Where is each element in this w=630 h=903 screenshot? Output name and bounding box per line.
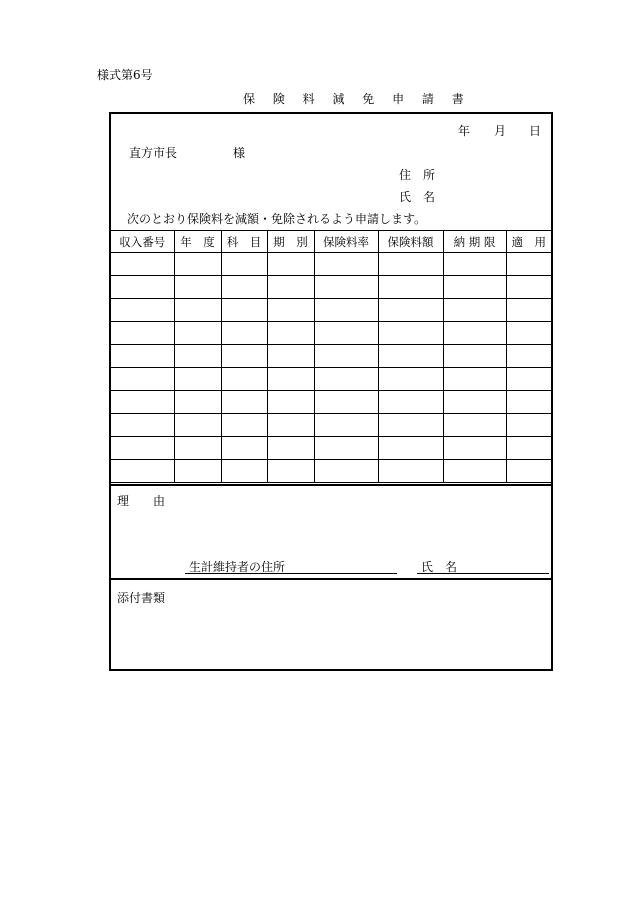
addressee-mayor: 直方市長 (129, 146, 178, 160)
table-cell (174, 391, 221, 414)
table-cell (174, 276, 221, 299)
table-cell (267, 414, 314, 437)
table-cell (221, 391, 267, 414)
section-divider (111, 484, 551, 486)
table-cell (314, 345, 378, 368)
table-cell (221, 437, 267, 460)
household-address-line (185, 573, 397, 574)
column-header: 適 用 (506, 231, 551, 253)
table-cell (506, 253, 551, 276)
table-cell (221, 345, 267, 368)
date-month-label: 月 (494, 124, 507, 138)
table-cell (111, 391, 174, 414)
table-cell (111, 460, 174, 483)
attachments-label: 添付書類 (117, 591, 166, 605)
table-cell (443, 368, 506, 391)
table-row (111, 299, 551, 322)
table-cell (111, 414, 174, 437)
table-cell (314, 414, 378, 437)
table-cell (378, 437, 443, 460)
column-header: 収入番号 (111, 231, 174, 253)
table-cell (221, 253, 267, 276)
table-cell (314, 437, 378, 460)
table-cell (506, 368, 551, 391)
table-cell (378, 414, 443, 437)
table-cell (314, 322, 378, 345)
table-cell (443, 322, 506, 345)
applicant-address-label: 住 所 (399, 168, 436, 182)
table-cell (221, 276, 267, 299)
date-year-label: 年 (458, 124, 471, 138)
table-cell (314, 299, 378, 322)
table-cell (267, 437, 314, 460)
table-cell (267, 322, 314, 345)
table-cell (267, 391, 314, 414)
table-cell (221, 460, 267, 483)
table-cell (443, 345, 506, 368)
table-cell (221, 414, 267, 437)
table-cell (378, 345, 443, 368)
table-cell (443, 299, 506, 322)
application-statement: 次のとおり保険料を減額・免除されるよう申請します。 (127, 212, 427, 226)
table-cell (314, 253, 378, 276)
table-cell (314, 460, 378, 483)
table-cell (267, 368, 314, 391)
reason-label: 理 由 (117, 494, 166, 508)
table-cell (378, 253, 443, 276)
table-cell (443, 460, 506, 483)
table-cell (506, 414, 551, 437)
table-cell (314, 368, 378, 391)
table-cell (221, 368, 267, 391)
table-cell (174, 299, 221, 322)
page-title: 保 険 料 減 免 申 請 書 (243, 92, 471, 106)
table-cell (378, 391, 443, 414)
table-cell (506, 391, 551, 414)
applicant-name-label: 氏 名 (399, 190, 436, 204)
table-cell (174, 368, 221, 391)
table-cell (221, 299, 267, 322)
section-divider (111, 578, 551, 580)
household-name-line (417, 573, 549, 574)
table-cell (506, 437, 551, 460)
table-cell (111, 322, 174, 345)
table-cell (443, 414, 506, 437)
column-header: 期 別 (267, 231, 314, 253)
table-cell (267, 345, 314, 368)
table-cell (378, 276, 443, 299)
table-cell (221, 322, 267, 345)
table-cell (267, 253, 314, 276)
column-header: 納 期 限 (443, 231, 506, 253)
table-cell (111, 299, 174, 322)
table-cell (378, 460, 443, 483)
column-header: 保険料額 (378, 231, 443, 253)
table-cell (443, 437, 506, 460)
table-cell (378, 299, 443, 322)
table-cell (506, 345, 551, 368)
column-header: 科 目 (221, 231, 267, 253)
application-form (109, 112, 553, 671)
table-row (111, 437, 551, 460)
form-number: 様式第6号 (97, 68, 153, 82)
table-cell (174, 414, 221, 437)
table-cell (111, 253, 174, 276)
table-cell (378, 368, 443, 391)
table-cell (174, 253, 221, 276)
table-cell (267, 299, 314, 322)
date-day-label: 日 (529, 124, 542, 138)
column-header: 年 度 (174, 231, 221, 253)
table-row (111, 322, 551, 345)
table-cell (111, 368, 174, 391)
table-cell (174, 345, 221, 368)
table-cell (267, 276, 314, 299)
household-name-label: 氏 名 (421, 560, 458, 574)
table-cell (506, 322, 551, 345)
table-cell (174, 460, 221, 483)
addressee-honorific: 様 (233, 146, 246, 160)
table-row (111, 414, 551, 437)
table-header-row (111, 231, 551, 253)
table-cell (443, 276, 506, 299)
table-cell (506, 460, 551, 483)
table-cell (506, 276, 551, 299)
table-cell (267, 460, 314, 483)
table-cell (111, 437, 174, 460)
column-header: 保険料率 (314, 231, 378, 253)
table-cell (174, 322, 221, 345)
household-address-label: 生計維持者の住所 (189, 560, 286, 574)
table-cell (443, 391, 506, 414)
table-row (111, 460, 551, 483)
table-cell (443, 253, 506, 276)
table-cell (314, 276, 378, 299)
table-row (111, 276, 551, 299)
table-cell (111, 276, 174, 299)
table-cell (111, 345, 174, 368)
premium-table (111, 230, 551, 483)
table-cell (314, 391, 378, 414)
table-row (111, 368, 551, 391)
table-cell (378, 322, 443, 345)
table-row (111, 345, 551, 368)
table-cell (174, 437, 221, 460)
table-row (111, 391, 551, 414)
table-row (111, 253, 551, 276)
table-cell (506, 299, 551, 322)
